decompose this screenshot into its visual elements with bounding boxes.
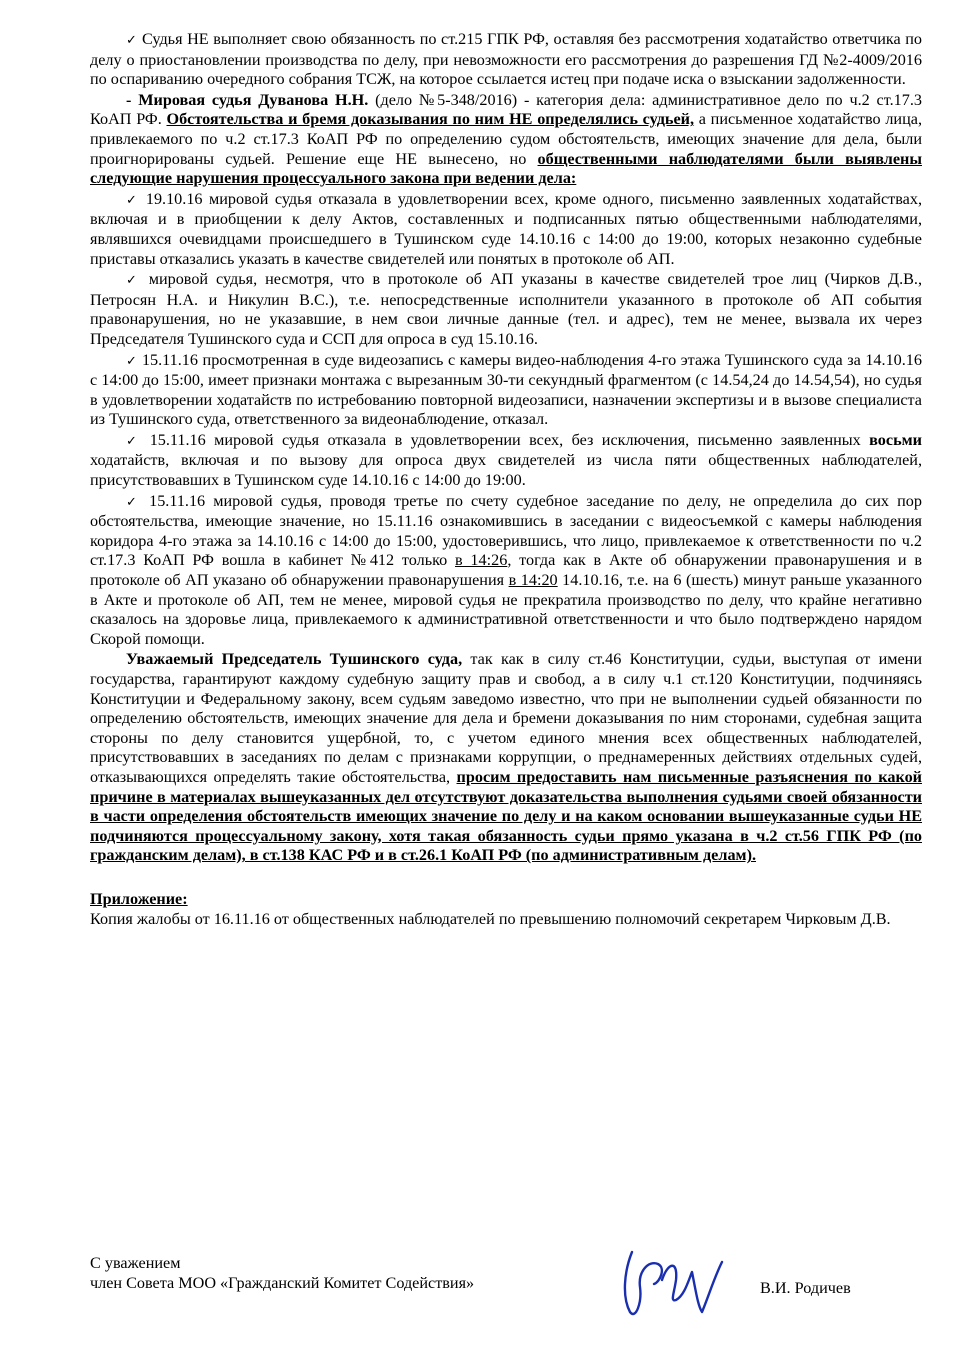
document-page — [90, 30, 922, 929]
check-mark-icon: ✓ — [126, 273, 141, 289]
check-mark-icon: ✓ — [126, 33, 138, 48]
paragraph-5: ✓ 15.11.16 просмотренная в суде видеозапись с камеры видео-наблюдения 4-го этажа Тушинского суда за 14.10.16 с 14:00 до 15:00, имеет признаки монтажа с вырезанным 30-ти секундный фрагментом (с 14.54,24 до 14.54,54), но судья в удовлетворении ходатайств по истребованию повторной видеозаписи, назначении экспертизы и в вызове специалиста из Тушинского суда, ответственного за видеонаблюдение, отказал. — [90, 350, 922, 429]
attachment-text: Копия жалобы от 16.11.16 от общественных наблюдателей по превышению полномочий секретарем Чирковым Д.В. — [90, 909, 891, 928]
signature-block — [90, 1254, 922, 1324]
signer-organization: член Совета МОО «Гражданский Комитет Содействия» — [90, 1273, 475, 1292]
addressee: Уважаемый Председатель Тушинского суда, — [126, 650, 463, 669]
check-mark-icon: ✓ — [126, 433, 142, 449]
paragraph-7: ✓ 15.11.16 мировой судья, проводя третье по счету судебное заседание по делу, не определила до сих пор обстоятельства, имеющие значение, но 15.11.16 ознакомившись в заседании с видеосъемкой с камеры наблюдения коридора 4-го этажа за 14.10.16 с 14:00 до 15:00, удостоверившись, что лицо, привлекаемое к ответственности по ч.2 ст.17.3 КоАП РФ вошла в кабинет №412 только в 14:26, тогда как в Акте об обнаружении правонарушения и в протоколе об АП указано об обнаружении правонарушения в 14:20 14.10.16, т.е. на 6 (шесть) минут раньше указанного в Акте и протоколе об АП, тем не менее, мировой судья не прекратила производство по делу, что крайне негативно сказалось на здоровье лица, привлекаемого к административной ответственности и что было подтверждено нарядом Скорой помощи. — [90, 491, 922, 648]
paragraph-3: ✓ 19.10.16 мировой судья отказала в удовлетворении всех, кроме одного, письменно заявленных ходатайствах, включая и в приобщении к делу Актов, составленных и подписанных пятью общественными наблюдателями, являвшихся очевидцами происшедшего в Тушинском суде 14.10.16 с 14:00 до 19:00, которых незаконно судебные приставы отказались указать в качестве свидетелей или понятых в протоколе об АП. — [90, 189, 922, 268]
paragraph-6: ✓ 15.11.16 мировой судья отказала в удовлетворении всех, без исключения, письменно заявленных восьми ходатайств, включая и по вызову для опроса двух свидетелей из числа пяти общественных наблюдателей, присутствовавших в Тушинском суде 14.10.16 с 14:00 до 19:00. — [90, 430, 922, 490]
handwritten-signature — [618, 1242, 728, 1322]
request-text: просим предоставить нам письменные разъяснения по какой причине в материалах вышеуказанных дел отсутствуют доказательства выполнения судьями своей обязанности в части определения обстоятельств имеющих значение по делу и на каком основании вышеуказанные судьи НЕ подчиняются процессуальному закону, хотя такая обязанность судьи прямо указана в ч.2 ст.56 ГПК РФ (по гражданским делам), в ст.138 КАС РФ и в ст.26.1 КоАП РФ (по административным делам). — [90, 767, 922, 865]
attachment-title: Приложение: — [90, 889, 188, 908]
signer-name: В.И. Родичев — [760, 1279, 851, 1297]
signature-left — [90, 1254, 474, 1293]
paragraph-4: ✓ мировой судья, несмотря, что в протоколе об АП указаны в качестве свидетелей трое лиц (Чирков Д.В., Петросян Н.А. и Никулин В.С.), т.е. непосредственные исполнители указанного в протоколе об АП события правонарушения, но не указавшие, в нем свои личные данные (тел. и адрес), тем не менее, вызвала их через Председателя Тушинского суда и ССП для опроса в суд 15.10.16. — [90, 270, 923, 348]
judge-name: - Мировая судья Дуванова Н.Н. — [126, 90, 369, 109]
check-mark-icon: ✓ — [126, 353, 138, 369]
paragraph-8: Уважаемый Председатель Тушинского суда, так как в силу ст.46 Конституции, судьи, выступая от имени государства, гарантируют каждому судебную защиту прав и свобод, а в силу ч.1 ст.120 Конституции, подчиняясь Конституции и Федеральному закону, всем судьям заведомо известно, что при не выполнении судьей обязанности по определению обстоятельств, имеющих значение для дела и бремени доказывания по ним сторонами, судебная защита стороны по делу становится ущербной, то, с учетом единого мнения всех общественных наблюдателей, присутствовавших в заседаниях по делам с признаками коррупции, о преднамеренных действиях отдельных судей, отказывающихся определять такие обстоятельства, просим предоставить нам письменные разъяснения по какой причине в материалах вышеуказанных дел отсутствуют доказательства выполнения судьями своей обязанности в части определения обстоятельств имеющих значение по делу и на каком основании вышеуказанные судьи НЕ подчиняются процессуальному закону, хотя такая обязанность судьи прямо указана в ч.2 ст.56 ГПК РФ (по гражданским делам), в ст.138 КАС РФ и в ст.26.1 КоАП РФ (по административным делам). — [90, 650, 923, 865]
greeting: С уважением — [90, 1254, 181, 1272]
check-mark-icon: ✓ — [126, 494, 141, 510]
check-mark-icon: ✓ — [126, 192, 140, 208]
attachment-section — [90, 890, 922, 929]
case-number: (дело №5-348/2016) — [368, 90, 518, 109]
paragraph-1: ✓ Судья НЕ выполняет свою обязанность по ст.215 ГПК РФ, оставляя без рассмотрения ходатайство ответчика по делу о приостановлении производства по делу, при невозможности его рассмотрения до разрешения ГД №2-4009/2016 по оспариванию очередного собрания ТСЖ, на которое ссылается истец при подаче иска о взыскании задолженности. — [90, 30, 922, 89]
paragraph-2: - Мировая судья Дуванова Н.Н. (дело №5-348/2016) - категория дела: административное дело по ч.2 ст.17.3 КоАП РФ. Обстоятельства и бремя доказывания по ним НЕ определялись судьей, а письменное ходатайство лица, привлекаемого по ч.2 ст.17.3 КоАП РФ по определению судом обстоятельств, имеющих значение для дела, были проигнорированы судьей. Решение еще НЕ вынесено, но общественными наблюдателями были выявлены следующие нарушения процессуального закона при ведении дела: — [90, 90, 922, 188]
